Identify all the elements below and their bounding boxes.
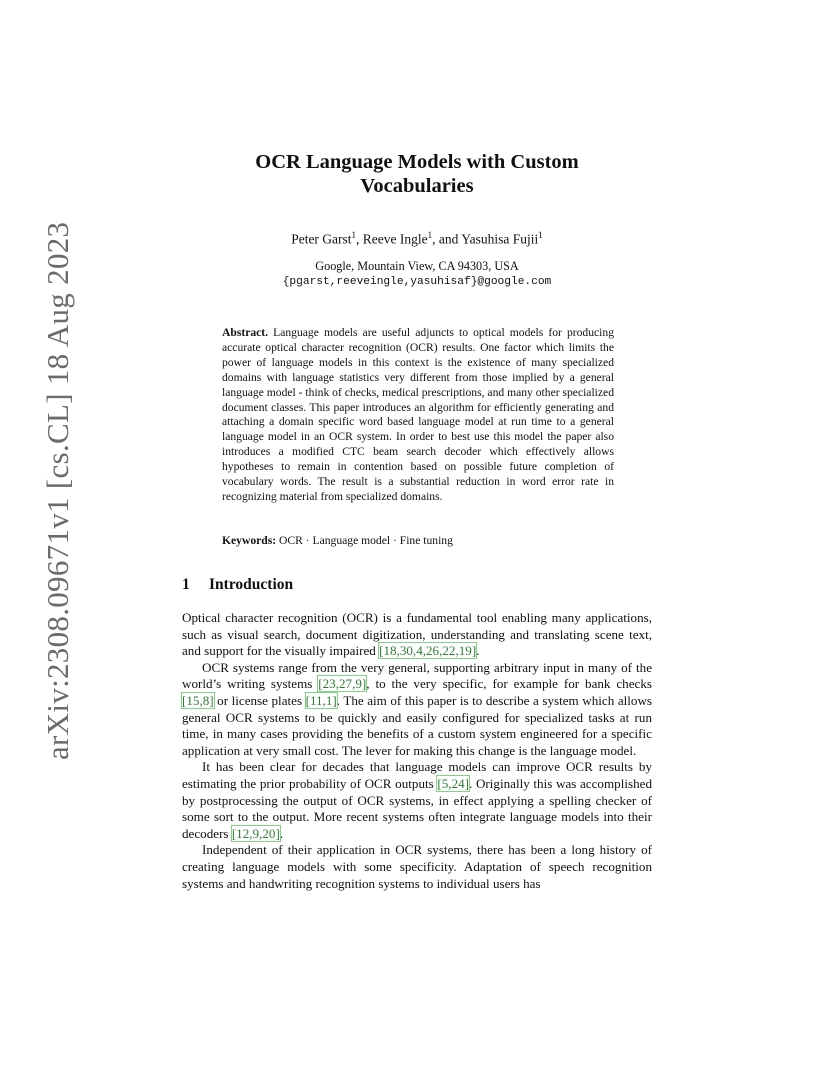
citation-link[interactable]: [12,9,20] <box>231 825 280 841</box>
paragraph-text: Optical character recognition (OCR) is a fundamental tool enabling many applications, such as visual search, document digitization, understanding and translating scene text, and support for the visually impaired <box>182 610 652 659</box>
paragraph <box>182 660 652 760</box>
author-list <box>182 230 652 248</box>
paragraph <box>182 842 652 892</box>
arxiv-sidebar <box>20 221 75 760</box>
affiliation: Google, Mountain View, CA 94303, USA <box>315 259 519 273</box>
paragraph-text: OCR systems range from the very general, supporting arbitrary input in many of the world’s writing systems <box>182 659 652 692</box>
section-number: 1 <box>182 576 190 593</box>
section-heading <box>182 576 293 594</box>
citation-link[interactable]: [15,8] <box>182 692 214 708</box>
paragraph-text: , to the very specific, for example for bank checks <box>366 676 652 692</box>
paragraph-text: . Originally this was accomplished by postprocessing the output of OCR systems, in effect applying a spelling checker of some sort to the output. More recent systems often integrate language models into their decoders <box>182 775 652 841</box>
author-name: Yasuhisa Fujii <box>461 231 539 247</box>
affiliation-mark: 1 <box>351 230 357 240</box>
abstract-label: Abstract. <box>222 326 269 339</box>
paragraph <box>182 610 652 660</box>
keywords-label: Keywords: <box>222 534 277 547</box>
citation-link[interactable]: [11,1] <box>305 692 337 708</box>
title-line-1: OCR Language Models with Custom <box>255 151 579 173</box>
abstract <box>222 326 614 505</box>
keywords-text: OCR · Language model · Fine tuning <box>279 534 453 547</box>
section-body <box>182 610 652 892</box>
paragraph-text: . The aim of this paper is to describe a system which allows general OCR systems to be quickly and easily configured for specialized tasks at run time, in many cases providing the benefits of a custom system engineered for a specific application at very small cost. The lever for making this change is the language model. <box>182 692 652 758</box>
author-separator: , <box>356 231 363 247</box>
affiliation-mark: 1 <box>538 230 543 240</box>
paragraph-text: . <box>476 643 480 659</box>
citation-link[interactable]: [5,24] <box>437 775 470 791</box>
title-line-2: Vocabularies <box>360 175 474 197</box>
paragraph-text: It has been clear for decades that language models can improve OCR results by estimating the prior probability of OCR outputs <box>182 759 652 791</box>
abstract-text: Language models are useful adjuncts to optical models for producing accurate optical character recognition (OCR) results. One factor which limits the power of language models in this context is the existence of many specialized domains with language statistics very different from those implied by a general language model - think of checks, medical prescriptions, and many other specialized document classes. This paper introduces an algorithm for efficiently generating and attaching a domain specific word based language model at run time to a general language model in an OCR system. In order to best use this model the paper also introduces a modified CTC beam search decoder which effectively allows hypotheses to remain in contention based on possible future completion of vocabulary words. The result is a substantial reduction in word error rate in recognizing material from specialized domains. <box>222 326 614 503</box>
citation-link[interactable]: [18,30,4,26,22,19] <box>379 643 477 659</box>
section-title: Introduction <box>209 576 294 593</box>
author-separator: , and <box>432 231 462 247</box>
author-emails: {pgarst,reeveingle,yasuhisaf}@google.com <box>282 276 552 288</box>
paragraph-text: . <box>279 825 284 841</box>
arxiv-identifier: arXiv:2308.09671v1 [cs.CL] 18 Aug 2023 <box>40 221 75 760</box>
paper-title <box>182 150 652 198</box>
citation-link[interactable]: [23,27,9] <box>318 676 367 692</box>
paragraph <box>182 759 652 842</box>
paragraph-text: or license plates <box>213 692 306 708</box>
keywords <box>222 534 614 547</box>
author-name: Reeve Ingle <box>362 231 428 247</box>
author-name: Peter Garst <box>291 231 352 247</box>
paragraph-text: Independent of their application in OCR systems, there has been a long history of creating language models with some specificity. Adaptation of speech recognition systems and handwriting recognition systems to individual users has <box>182 842 652 891</box>
affiliation-mark: 1 <box>427 230 433 240</box>
affiliation-block <box>182 258 652 290</box>
